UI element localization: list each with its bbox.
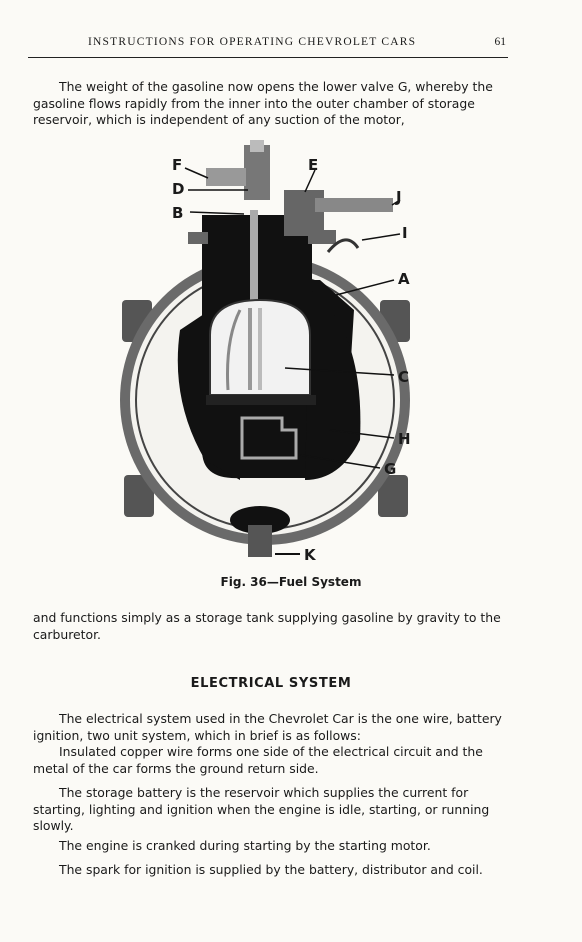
paragraph-battery-text: The storage battery is the reservoir which supplies the current for starting, lighting and ignition when the engine is idle, starting, or running slowly. xyxy=(33,785,490,833)
paragraph-electrical-intro-text: The electrical system used in the Chevrolet Car is the one wire, battery ignition, two unit system, which in brief is as follows: xyxy=(33,711,502,743)
paragraph-wiring xyxy=(33,744,503,777)
figure-label-j: J xyxy=(396,188,402,206)
figure-label-d: D xyxy=(172,180,185,198)
section-heading: ELECTRICAL SYSTEM xyxy=(190,676,352,691)
figure-label-f: F xyxy=(172,156,183,174)
paragraph-starting-motor xyxy=(33,838,503,855)
figure-label-b: B xyxy=(172,204,184,222)
paragraph-continuation xyxy=(33,610,503,643)
page-number: 61 xyxy=(494,36,506,48)
figure-label-i: I xyxy=(402,224,408,242)
figure-caption: Fig. 36—Fuel System xyxy=(220,575,362,589)
figure-label-c: C xyxy=(398,368,410,386)
paragraph-ignition xyxy=(33,862,503,879)
figure-label-e: E xyxy=(308,156,319,174)
paragraph-ignition-text: The spark for ignition is supplied by the battery, distributor and coil. xyxy=(59,862,483,877)
paragraph-electrical-intro xyxy=(33,711,503,744)
running-title: INSTRUCTIONS FOR OPERATING CHEVROLET CARS xyxy=(88,36,417,48)
figure-label-h: H xyxy=(398,430,411,448)
header-rule xyxy=(28,57,508,58)
figure-label-k: K xyxy=(304,546,316,564)
paragraph-intro xyxy=(33,79,503,129)
paragraph-wiring-text: Insulated copper wire forms one side of the electrical circuit and the metal of the car forms the ground return side. xyxy=(33,744,483,776)
figure-label-g: G xyxy=(384,460,397,478)
fuel-system-figure xyxy=(110,140,450,570)
paragraph-starting-motor-text: The engine is cranked during starting by the starting motor. xyxy=(59,838,431,853)
paragraph-intro-text: The weight of the gasoline now opens the lower valve G, whereby the gasoline flows rapidly from the inner into the outer chamber of storage reservoir, which is independent of any suction of the motor, xyxy=(33,79,493,127)
paragraph-continuation-text: and functions simply as a storage tank supplying gasoline by gravity to the carburetor. xyxy=(33,610,501,642)
figure-label-a: A xyxy=(398,270,410,288)
paragraph-battery xyxy=(33,785,503,835)
